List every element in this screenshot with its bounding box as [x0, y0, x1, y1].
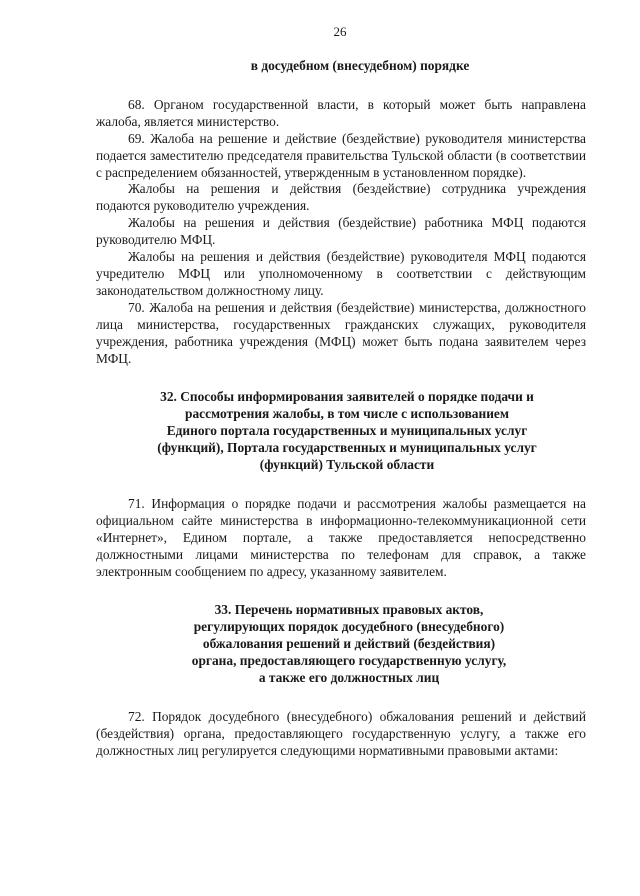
paragraph-complaints-mfc-head: Жалобы на решения и действия (бездействие) руководителя МФЦ подаются учредителю МФЦ или уполномоченному в соответствии с действующим законодательством должностному лицу. [96, 249, 586, 298]
page-number: 26 [333, 24, 347, 39]
paragraph-70: 70. Жалоба на решения и действия (бездействие) министерства, должностного лица министерства, государственных гражданских служащих, руководителя учреждения, работника учреждения (МФЦ) может быть подана заявителем через МФЦ. [96, 299, 586, 366]
paragraph-68: 68. Органом государственной власти, в который может быть направлена жалоба, является министерство. [96, 96, 586, 129]
paragraph-69: 69. Жалоба на решение и действие (бездействие) руководителя министерства подается заместителю председателя правительства Тульской области (в соответствии с распределением обязанностей, утвержденным в установленном порядке). [96, 130, 586, 180]
paragraph-complaints-staff: Жалобы на решения и действия (бездействие) сотрудника учреждения подаются руководителю учреждения. [96, 181, 586, 214]
paragraph-complaints-mfc-worker: Жалобы на решения и действия (бездействие) работника МФЦ подаются руководителю МФЦ. [96, 215, 586, 248]
paragraph-71: 71. Информация о порядке подачи и рассмотрения жалобы размещается на официальном сайте министерства в информационно-телекоммуникационной сети «Интернет», Едином портале, а также предоставляется непосредственно должностными лицами министерства по телефонам для справок, а также электронным сообщением по адресу, указанному заявителем. [96, 495, 586, 579]
section-heading-32: 32. Способы информирования заявителей о порядке подачи и рассмотрения жалобы, в том числе с использованием Единого портала государственных и муниципальных услуг (функций), Портала государственных и муниципальных услуг (функций) Тульской области [157, 389, 537, 473]
section-heading-continuation: в досудебном (внесудебном) порядке [250, 58, 470, 73]
paragraph-72: 72. Порядок досудебного (внесудебного) обжалования решений и действий (бездействия) органа, предоставляющего государственную услугу, а также его должностных лиц регулируется следующими нормативными правовыми актами: [96, 709, 586, 758]
section-heading-33: 33. Перечень нормативных правовых актов, регулирующих порядок досудебного (внесудебного) обжалования решений и действий (бездействия) органа, предоставляющего государственную услугу, а также его должностных лиц [191, 602, 507, 686]
document-body [96, 58, 586, 760]
